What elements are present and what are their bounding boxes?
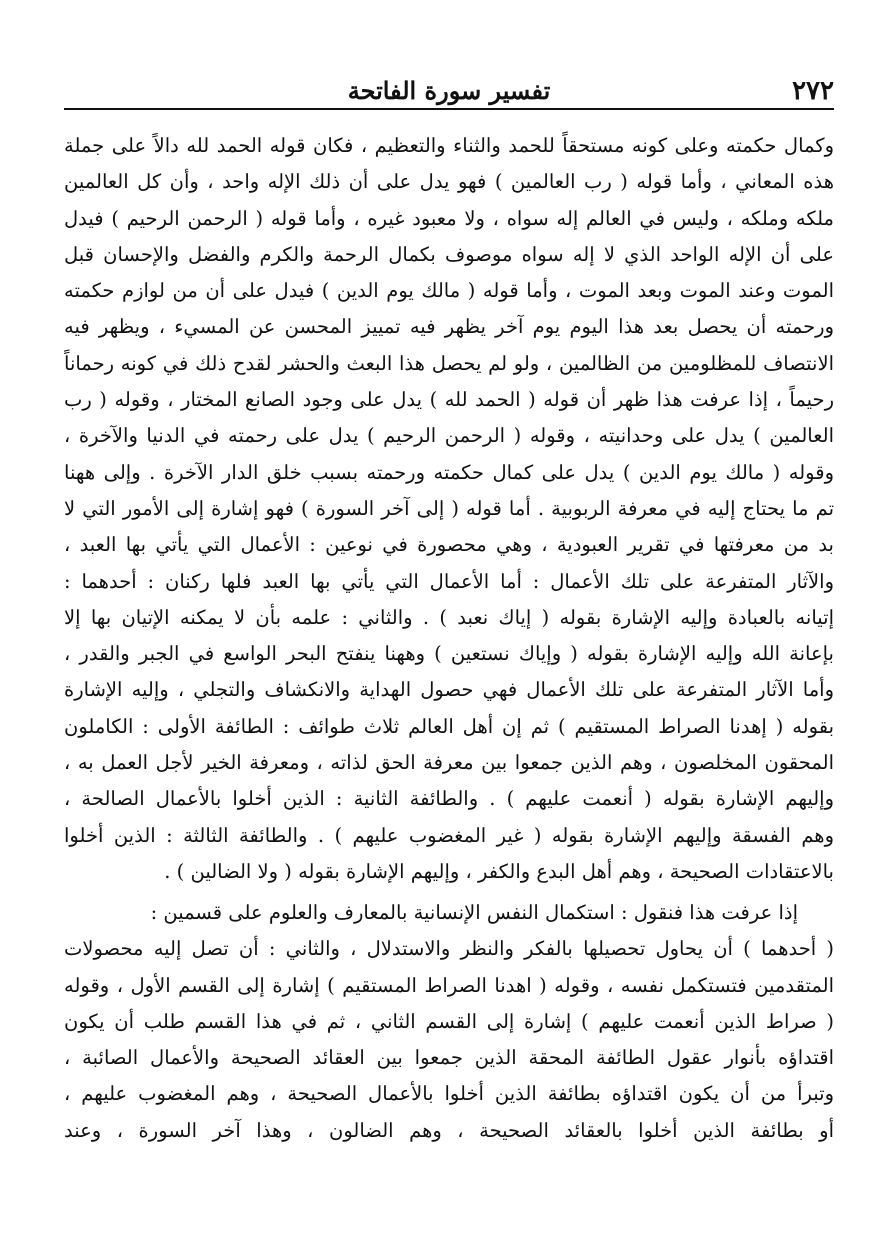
text-line: ( أحدهما ) أن يحاول تحصيلها بالفكر والنظر والاستدلال ، والثاني : أن تصل إليه محصولات [64,937,834,961]
text-line: الموت وعند الموت وبعد الموت ، وأما قوله ( مالك يوم الدين ) فيدل على أن من لوازم حكمته [64,279,834,303]
text-line: ( صراط الذين أنعمت عليهم ) إشارة إلى القسم الثاني ، ثم في هذا القسم طلب أن يكون [64,1009,834,1033]
text-line: العالمين ) يدل على وحدانيته ، وقوله ( الرحمن الرحيم ) يدل على رحمته في الدنيا والآخرة ، [64,424,834,448]
text-line: وإليهم الإشارة بقوله ( أنعمت عليهم ) . والطائفة الثانية : الذين أخلوا بالأعمال الصالحة ، [64,787,834,811]
page-number: ٢٧٢ [792,76,834,106]
paragraph-1 [64,128,834,890]
header-rule [64,108,834,110]
text-line: الانتصاف للمظلومين من الظالمين ، ولو لم يحصل هذا البعث والحشر لقدح ذلك في كونه رحماناً [64,351,834,375]
text-line: المحقون المخلصون ، وهم الذين جمعوا بين معرفة الحق لذاته ، ومعرفة الخير لأجل العمل به ، [64,751,834,775]
text-line: والآثار المتفرعة على تلك الأعمال : أما الأعمال التي يأتي بها العبد فلها ركنان : أحدهما : [64,569,834,593]
text-line: وتبرأ من أن يكون اقتداؤه بطائفة الذين أخلوا بالأعمال الصحيحة ، وهم المغضوب عليهم ، [64,1082,834,1106]
paragraph-2 [64,895,834,1149]
text-line: وكمال حكمته وعلى كونه مستحقاً للحمد والثناء والتعظيم ، فكان قوله الحمد لله دالاً على جملة [64,134,834,157]
text-line: إتيانه بالعبادة وإليه الإشارة بقوله ( إياك نعبد ) . والثاني : علمه بأن لا يمكنه الإتيان بها إلا [64,605,834,629]
text-line: على أن الإله الواحد الذي لا إله سواه موصوف بكمال الرحمة والكرم والفضل والإحسان قبل [64,242,834,266]
text-line: تم ما يحتاج إليه في معرفة الربوبية . أما قوله ( إلى آخر السورة ) فهو إشارة إلى الأمور التي لا [64,496,834,520]
text-line: وأما الآثار المتفرعة على تلك الأعمال فهي حصول الهداية والانكشاف والتجلي ، وإليه الإشارة [64,678,834,702]
text-line: أو بطائفة الذين أخلوا بالعقائد الصحيحة ، وهم الضالون ، وهذا آخر السورة ، وعند [64,1118,834,1142]
running-title: تفسير سورة الفاتحة [347,76,551,105]
text-line: وهم الفسقة وإليهم الإشارة بقوله ( غير المغضوب عليهم ) . والطائفة الثالثة : الذين أخلوا [64,823,834,847]
text-line: وقوله ( مالك يوم الدين ) يدل على كمال حكمته ورحمته بسبب خلق الدار الآخرة . وإلى ههنا [64,460,834,484]
text-line: بالاعتقادات الصحيحة ، وهم أهل البدع والكفر ، وإليهم الإشارة بقوله ( ولا الضالين ) . [164,859,834,883]
text-line: رحيماً ، إذا عرفت هذا ظهر أن قوله ( الحمد لله ) يدل على وجود الصانع المختار ، وقوله ( رب [64,388,834,412]
page-header [64,74,834,110]
text-line: اقتداؤه بأنوار عقول الطائفة المحقة الذين جمعوا بين العقائد الصحيحة والأعمال الصائبة ، [64,1046,834,1070]
text-line: المتقدمين فتستكمل نفسه ، وقوله ( اهدنا الصراط المستقيم ) إشارة إلى القسم الأول ، وقوله [64,973,834,997]
text-line: ورحمته أن يحصل بعد هذا اليوم يوم آخر يظهر فيه تمييز المحسن عن المسيء ، ويظهر فيه [64,315,834,339]
text-line: بد من معرفتها في تقرير العبودية ، وهي محصورة في نوعين : الأعمال التي يأتي بها العبد ، [64,533,834,557]
text-line: إذا عرفت هذا فنقول : استكمال النفس الإنسانية بالمعارف والعلوم على قسمين : [150,901,798,924]
text-line: ملكه وملكه ، وليس في العالم إله سواه ، ولا معبود غيره ، وأما قوله ( الرحمن الرحيم ) فيدل [64,206,834,230]
text-line: بقوله ( إهدنا الصراط المستقيم ) ثم إن أهل العالم ثلاث طوائف : الطائفة الأولى : الكاملون [64,714,834,738]
text-line: بإعانة الله وإليه الإشارة بقوله ( وإياك نستعين ) وههنا ينفتح البحر الواسع في الجبر والقدر ، [64,642,834,666]
text-line: هذه المعاني ، وأما قوله ( رب العالمين ) فهو يدل على أن ذلك الإله واحد ، وأن كل العالمين [64,170,834,194]
